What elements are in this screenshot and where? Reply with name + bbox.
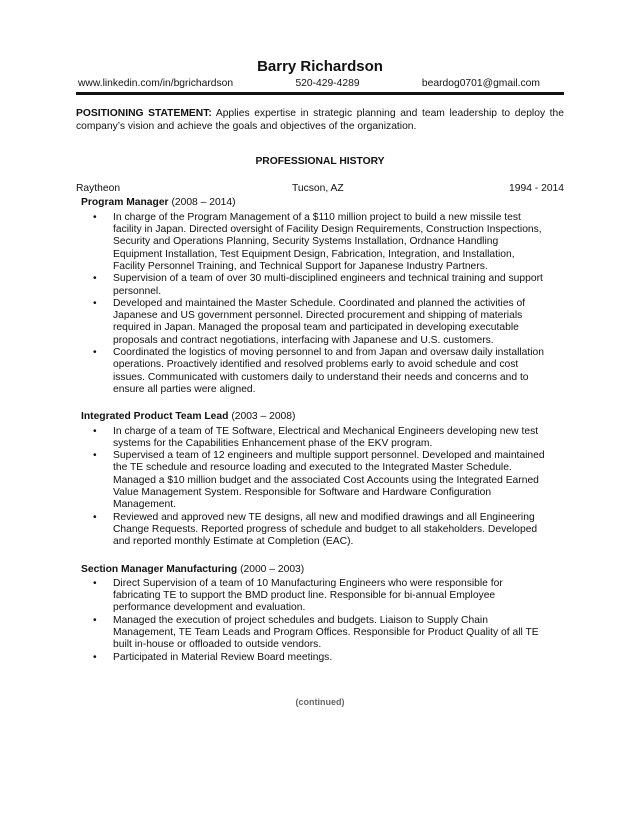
role-title: Integrated Product Team Lead bbox=[81, 411, 229, 423]
employer-line bbox=[76, 183, 564, 195]
list-item: • In charge of the Program Management of a $110 million project to build a new missile test facility in Japan. Directed oversight of Facility Design Requirements, Construction Inspections, Security and Operations Planning, Security Systems Installation, Ordnance Handling Equipment Installation, Test Equipment Design, Fabrication, Integration, and Installation, Facility Personnel Training, and Technical Support for Japanese Industry Partners. bbox=[93, 211, 542, 272]
role-heading bbox=[76, 411, 564, 423]
list-item: • Managed the execution of project schedules and budgets. Liaison to Supply Chain Management, TE Team Leads and Program Offices. Responsible for Product Quality of all TE built in-house or offloaded to outside vendors. bbox=[93, 614, 539, 651]
employer-dates: 1994 - 2014 bbox=[509, 183, 564, 195]
role-bullets bbox=[76, 578, 564, 664]
phone-number: 520-429-4289 bbox=[295, 78, 360, 89]
list-item: • Direct Supervision of a team of 10 Manufacturing Engineers who were responsible for fabricating TE to support the BMD product line. Responsible for bi-annual Employee performance development and evaluation. bbox=[93, 577, 503, 614]
bullet-icon: • bbox=[93, 273, 97, 285]
continued-note: (continued) bbox=[295, 697, 345, 707]
section-title-professional-history: PROFESSIONAL HISTORY bbox=[255, 155, 385, 167]
list-item: • Developed and maintained the Master Schedule. Coordinated and planned the activities of Japanese and US government personnel. Directed procurement and shipping of materials required in Japan. Managed the proposal team and participated in developing executable proposals and contract negotiations, interfacing with Japanese and U.S. customers. bbox=[93, 297, 526, 346]
list-item: • Reviewed and approved new TE designs, all new and modified drawings and all Engineering Change Requests. Reported progress of schedule and budget to all stakeholders. Developed and reported monthly Estimate at Completion (EAC). bbox=[93, 511, 538, 548]
statement-label: POSITIONING STATEMENT: bbox=[76, 108, 212, 120]
bullet-icon: • bbox=[93, 347, 97, 359]
bullet-icon: • bbox=[93, 511, 97, 523]
role-bullets bbox=[76, 212, 564, 396]
bullet-icon: • bbox=[93, 211, 97, 223]
role-period: (2008 – 2014) bbox=[171, 197, 236, 209]
resume-page bbox=[76, 58, 564, 707]
role-heading bbox=[76, 564, 564, 576]
header-divider bbox=[76, 92, 564, 95]
employer-name: Raytheon bbox=[76, 183, 121, 195]
list-item: • In charge of a team of TE Software, Electrical and Mechanical Engineers developing new test systems for the Capabilities Enhancement phase of the EKV program. bbox=[93, 425, 539, 449]
bullet-icon: • bbox=[93, 614, 97, 626]
bullet-icon: • bbox=[93, 425, 97, 437]
list-item: • Participated in Material Review Board meetings. bbox=[93, 651, 333, 663]
role-period: (2000 – 2003) bbox=[240, 563, 305, 575]
bullet-icon: • bbox=[93, 297, 97, 309]
role-period: (2003 – 2008) bbox=[231, 411, 296, 423]
bullet-icon: • bbox=[93, 450, 97, 462]
statement-text: Applies expertise in strategic planning and team leadership to deploy the company’s vision and achieve the goals and objectives of the organization. bbox=[76, 108, 564, 132]
bullet-icon: • bbox=[93, 651, 97, 663]
bullet-icon: • bbox=[93, 577, 97, 589]
candidate-name: Barry Richardson bbox=[257, 58, 383, 75]
role-heading bbox=[76, 197, 564, 209]
contact-line bbox=[76, 78, 564, 91]
role-bullets bbox=[76, 426, 564, 549]
list-item: • Coordinated the logistics of moving personnel to and from Japan and oversaw daily installation operations. Proactively identified and resolved problems early to avoid schedule and cost issues. Communicated with customers daily to understand their needs and concerns and to ensure all parties were aligned. bbox=[93, 347, 545, 395]
role-title: Program Manager bbox=[81, 197, 169, 209]
email-address[interactable]: beardog0701@gmail.com bbox=[421, 78, 540, 89]
employer-location: Tucson, AZ bbox=[292, 183, 344, 195]
linkedin-link[interactable]: www.linkedin.com/in/bgrichardson bbox=[78, 78, 234, 89]
list-item: • Supervision of a team of over 30 multi-disciplined engineers and technical training and support personnel. bbox=[93, 273, 543, 297]
role-title: Section Manager Manufacturing bbox=[81, 563, 238, 575]
positioning-statement bbox=[76, 108, 564, 133]
list-item: • Supervised a team of 12 engineers and multiple support personnel. Developed and maintained the TE schedule and resource loading and executed to the Integrated Master Schedule. Managed a $10 million budget and the associated Cost Accounts using the Integrated Earned Value Management System. Responsible for Software and Hardware Configuration Management. bbox=[93, 450, 545, 511]
